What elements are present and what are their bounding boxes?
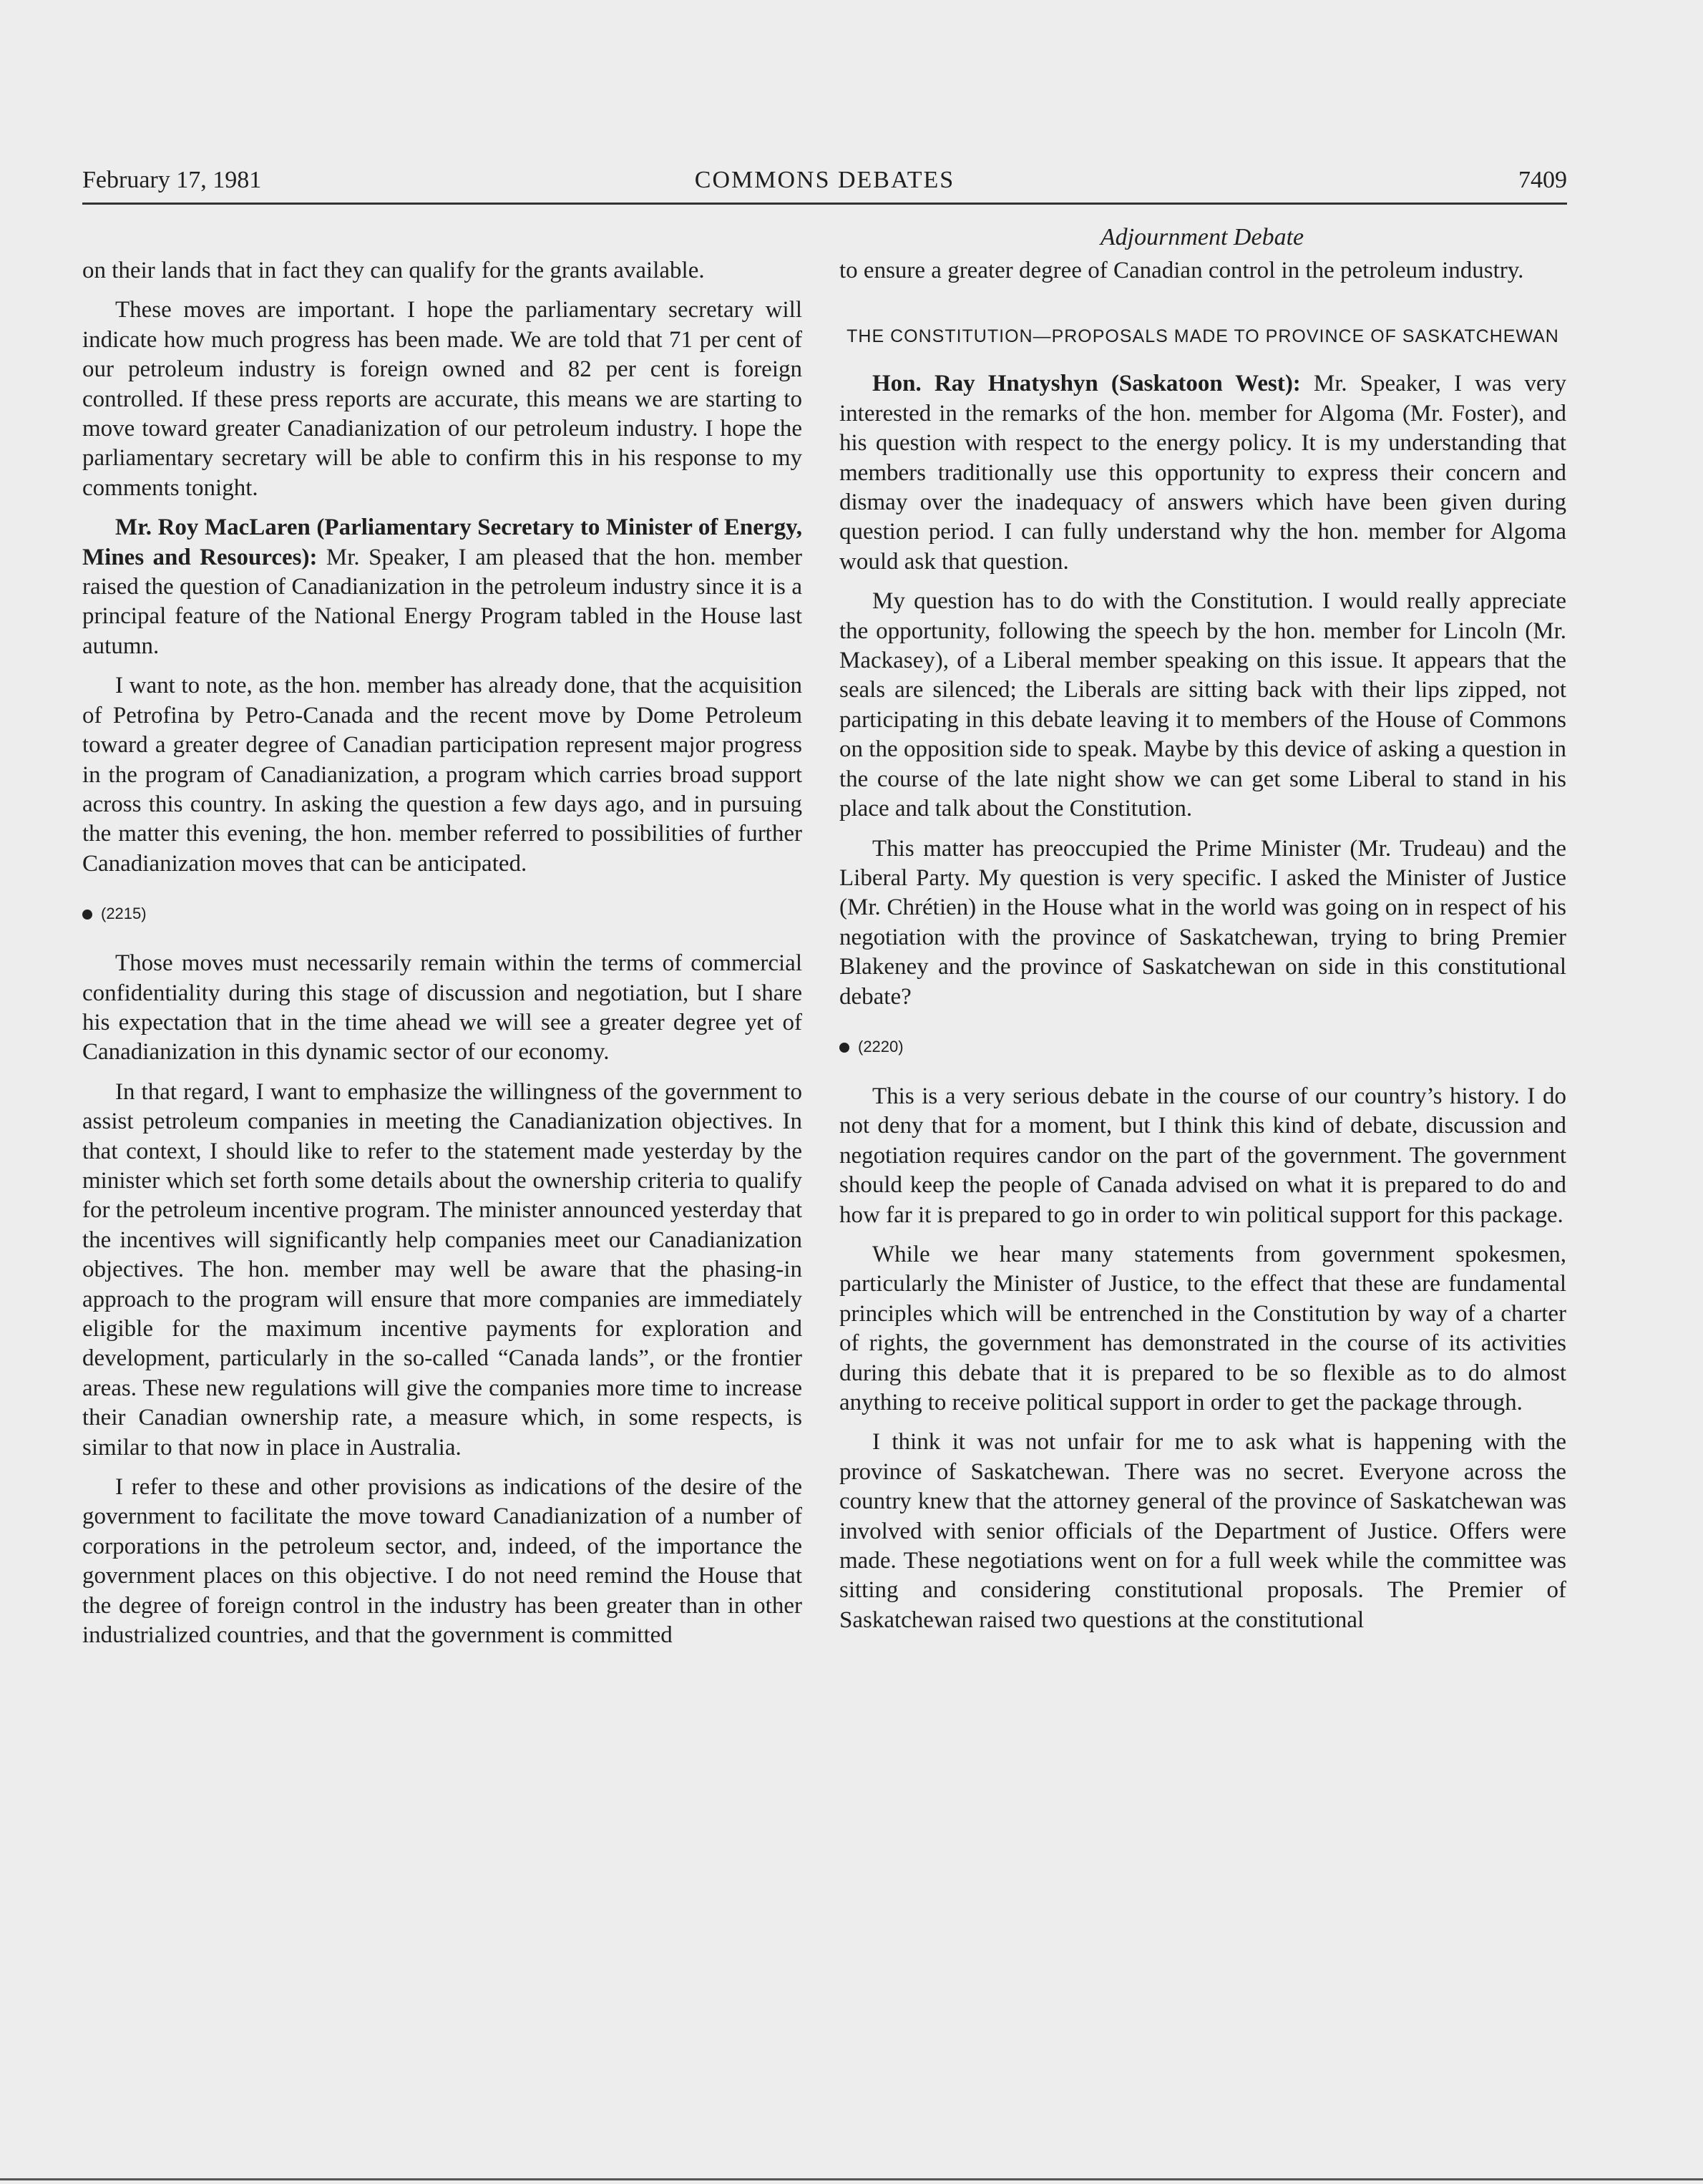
paragraph: to ensure a greater degree of Canadian control in the petroleum industry. [839,258,1524,283]
paragraph [839,369,1566,577]
paragraph: While we hear many statements from government spokesmen, particularly the Minister of Justice, to the effect that these are fundamental principles which will be entrenched in the Constitution by way of a charter of rights, the government has demonstrated in the course of its activities during this debate that it is prepared to be so flexible as to do almost anything to receive political support in order to get the package through. [839,1241,1566,1415]
paragraph [82,513,802,661]
section-subheading: Adjournment Debate [1100,224,1304,250]
header-title: COMMONS DEBATES [694,167,955,193]
paragraph: I want to note, as the hon. member has already done, that the acquisition of Petrofina by Petro-Canada and the recent move by Dome Petroleum toward a greater degree of Canadian participation represent major progress in the program of Canadianization, a program which carries broad support across this country. In asking the question a few days ago, and in pursuing the matter this evening, the hon. member referred to possibilities of further Canadianization moves that can be anticipated. [82,673,802,877]
paragraph: This is a very serious debate in the course of our country’s history. I do not deny that for a moment, but I think this kind of debate, discussion and negotiation requires candor on the part of the government. The government should keep the people of Canada advised on what it is prepared to do and how far it is prepared to go in order to win political support for this package. [839,1083,1566,1228]
bullet-icon [839,1043,849,1053]
time-stamp: (2215) [101,905,147,923]
left-column [82,256,802,1974]
paragraph: These moves are important. I hope the parliamentary secretary will indicate how much progress has been made. We are told that 71 per cent of our petroleum industry is foreign owned and 82 per cent is foreign controlled. If these press reports are accurate, this means we are starting to move toward greater Canadianization of our petroleum industry. I hope the parliamentary secretary will be able to confirm this in his response to my comments tonight. [82,297,802,501]
paragraph: I think it was not unfair for me to ask what is happening with the province of Saskatchewan. There was no secret. Everyone across the country knew that the attorney general of the province of Saskatchewan was involved with senior officials of the Department of Justice. Offers were made. These negotiations went on for a full week while the committee was sitting and considering constitutional proposals. The Premier of Saskatchewan raised two questions at the constitutional [839,1429,1566,1633]
time-marker [82,903,802,925]
scan-edge-line [0,2178,1703,2180]
paragraph: My question has to do with the Constitution. I would really appreciate the opportunity, following the speech by the hon. member for Lincoln (Mr. Mackasey), of a Liberal member speaking on this issue. It appears that the seals are silenced; the Liberals are sitting back with their lips zipped, not participating in this debate leaving it to members of the House of Commons on the opposition side to speak. Maybe by this device of asking a question in the course of the late night show we can get some Liberal to stand in his place and talk about the Constitution. [839,588,1566,822]
time-stamp: (2220) [858,1037,904,1056]
speaker-name: Mr. Roy MacLaren (Parliamentary Secretary to Minister of Energy, Mines and Resources): [82,515,802,570]
page-header [82,166,1567,202]
right-column [839,256,1566,1974]
header-rule [82,203,1567,205]
section-title: THE CONSTITUTION—PROPOSALS MADE TO PROVINCE OF SASKATCHEWAN [846,326,1559,347]
speech-text: Mr. Speaker, I am pleased that the hon. member raised the question of Canadianization in the petroleum industry since it is a principal feature of the National Energy Program tabled in the House last autumn. [82,544,803,659]
paragraph: In that regard, I want to emphasize the willingness of the government to assist petroleum companies in meeting the Canadianization objectives. In that context, I should like to refer to the statement made yesterday by the minister which set forth some details about the ownership criteria to qualify for the petroleum incentive program. The minister announced yesterday that the incentives will significantly help companies meet our Canadianization objectives. The hon. member may well be aware that the phasing-in approach to the program will ensure that more companies are immediately eligible for the maximum incentive payments for exploration and development, particularly in the so-called “Canada lands”, or the frontier areas. These new regulations will give the companies more time to increase their Canadian ownership rate, a measure which, in some respects, is similar to that now in place in Australia. [82,1078,802,1461]
speech-text: Mr. Speaker, I was very interested in the remarks of the hon. member for Algoma (Mr. Foster), and his question with respect to the energy policy. It is my understanding that members traditionally use this opportunity to express their concern and dismay over the inadequacy of answers which have been given during question period. I can fully understand why the hon. member for Algoma would ask that question. [839,371,1567,575]
paragraph: Those moves must necessarily remain within the terms of commercial confidentiality during this stage of discussion and negotiation, but I share his expectation that in the time ahead we will see a greater degree yet of Canadianization in this dynamic sector of our economy. [82,950,802,1066]
speaker-name: Hon. Ray Hnatyshyn (Saskatoon West): [872,371,1301,397]
paragraph: on their lands that in fact they can qualify for the grants available. [82,258,705,283]
header-page-number: 7409 [1518,167,1567,193]
time-marker [839,1036,1566,1058]
header-date: February 17, 1981 [82,167,262,193]
paragraph: This matter has preoccupied the Prime Minister (Mr. Trudeau) and the Liberal Party. My question is very specific. I asked the Minister of Justice (Mr. Chrétien) in the House what in the world was going on in respect of his negotiation with the province of Saskatchewan, trying to bring Premier Blakeney and the province of Saskatchewan on side in this constitutional debate? [839,835,1566,1010]
bullet-icon [82,910,92,920]
paragraph: I refer to these and other provisions as indications of the desire of the government to facilitate the move toward Canadianization of a number of corporations in the petroleum sector, and, indeed, of the importance the government places on this objective. I do not need remind the House that the degree of foreign control in the industry has been greater than in other industrialized countries, and that the government is committed [82,1474,802,1649]
